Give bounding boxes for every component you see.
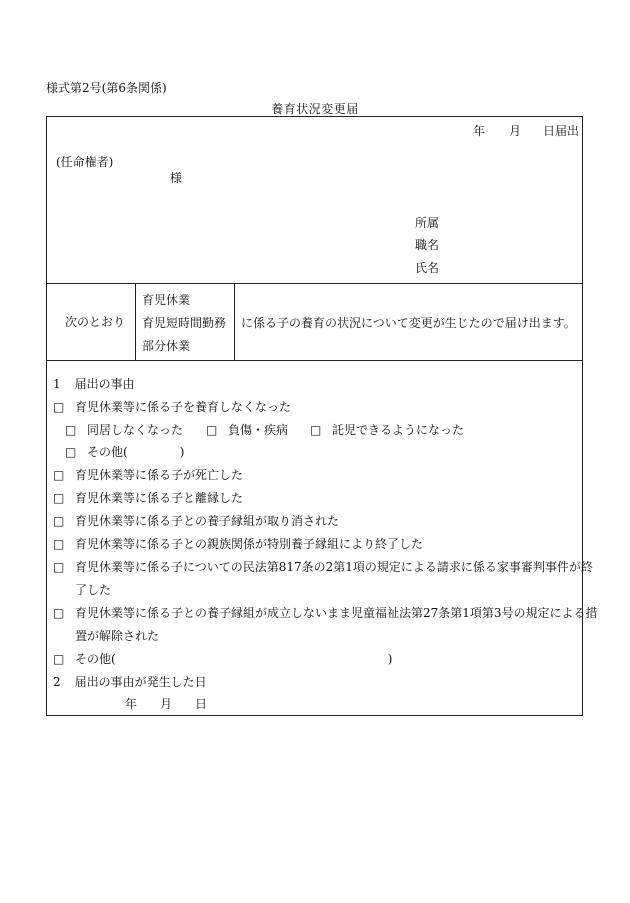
divider-top <box>47 283 582 284</box>
sub-option-injury-label: 負傷・疾病 <box>228 423 289 437</box>
affiliation-label: 所属 <box>415 216 440 230</box>
section2-heading-text: 届出の事由が発生した日 <box>74 675 207 689</box>
option-not-raising[interactable] <box>53 400 291 414</box>
occurrence-month-label: 月 <box>160 697 173 711</box>
checkbox-injury[interactable]: □ <box>206 423 218 437</box>
sub-option-daycare-label: 託児できるようになった <box>332 423 465 437</box>
checkbox-sub-other[interactable]: □ <box>65 445 77 459</box>
leave-type-childcare: 育児休業 <box>142 293 191 307</box>
sub-option-other[interactable] <box>65 445 184 459</box>
checkbox-adoption-cancelled[interactable]: □ <box>53 514 65 528</box>
sub-option-injury[interactable] <box>206 423 288 437</box>
sub-option-daycare[interactable] <box>310 423 464 437</box>
section1-heading-text: 届出の事由 <box>74 377 135 391</box>
section2-heading <box>53 675 207 689</box>
option-other-open: その他( <box>75 652 116 666</box>
sub-option-not-cohabiting-label: 同居しなくなった <box>87 423 184 437</box>
leave-type-short-hours: 育児短時間勤務 <box>142 316 227 330</box>
divider-vertical-right <box>234 283 235 360</box>
sub-option-other-open: その他( <box>87 445 128 459</box>
checkbox-child-died[interactable]: □ <box>53 468 65 482</box>
section2-number: 2 <box>53 675 61 689</box>
name-label: 氏名 <box>415 261 440 275</box>
option-adoption-cancelled-label: 育児休業等に係る子との養子縁組が取り消された <box>75 514 340 528</box>
form-frame <box>46 116 598 716</box>
divider-vertical-left <box>135 283 136 360</box>
appointer-label: (任命権者) <box>56 155 114 169</box>
checkbox-not-cohabiting[interactable]: □ <box>65 423 77 437</box>
option-adoption-cancelled[interactable] <box>53 514 339 528</box>
option-other[interactable] <box>53 652 392 666</box>
option-child-welfare[interactable] <box>53 606 598 620</box>
statement-suffix: に係る子の養育の状況について変更が生じたので届け出ます。 <box>241 316 576 330</box>
date-month-label: 月 <box>509 124 522 138</box>
section1-number: 1 <box>53 377 61 391</box>
checkbox-special-adoption[interactable]: □ <box>53 537 65 551</box>
leave-type-partial: 部分休業 <box>142 339 191 353</box>
divider-middle <box>47 360 582 361</box>
option-family-court-line1: 育児休業等に係る子についての民法第817条の2第1項の規定による請求に係る家事審判事件が終 <box>75 560 593 574</box>
option-not-raising-label: 育児休業等に係る子を養育しなくなった <box>75 400 292 414</box>
sub-option-not-cohabiting[interactable] <box>65 423 183 437</box>
option-dissolved-adoption[interactable] <box>53 491 243 505</box>
option-child-welfare-line2: 置が解除された <box>75 629 160 643</box>
option-child-died[interactable] <box>53 468 243 482</box>
option-family-court-line2: 了した <box>75 583 112 597</box>
option-child-died-label: 育児休業等に係る子が死亡した <box>75 468 244 482</box>
sub-option-other-close: ) <box>179 445 185 459</box>
occurrence-year-label: 年 <box>125 697 138 711</box>
form-title: 養育状況変更届 <box>271 102 359 116</box>
statement-prefix: 次のとおり <box>65 315 126 329</box>
section1-heading <box>53 377 135 391</box>
option-special-adoption[interactable] <box>53 537 423 551</box>
form-number: 様式第2号(第6条関係) <box>46 81 167 95</box>
checkbox-daycare[interactable]: □ <box>310 423 322 437</box>
option-other-close: ) <box>387 652 393 666</box>
option-special-adoption-label: 育児休業等に係る子との親族関係が特別養子縁組により終了した <box>75 537 424 551</box>
option-family-court[interactable] <box>53 560 593 574</box>
date-year-label: 年 <box>473 124 486 138</box>
option-child-welfare-line1: 育児休業等に係る子との養子縁組が成立しないまま児童福祉法第27条第1項第3号の規定による措 <box>75 606 598 620</box>
checkbox-dissolved-adoption[interactable]: □ <box>53 491 65 505</box>
date-day-submit-label: 日届出 <box>543 124 580 138</box>
checkbox-not-raising[interactable]: □ <box>53 400 65 414</box>
checkbox-other[interactable]: □ <box>53 652 65 666</box>
position-label: 職名 <box>415 238 440 252</box>
checkbox-child-welfare[interactable]: □ <box>53 606 65 620</box>
option-dissolved-adoption-label: 育児休業等に係る子と離縁した <box>75 491 244 505</box>
checkbox-family-court[interactable]: □ <box>53 560 65 574</box>
honorific-label: 様 <box>170 171 183 185</box>
occurrence-day-label: 日 <box>195 697 208 711</box>
